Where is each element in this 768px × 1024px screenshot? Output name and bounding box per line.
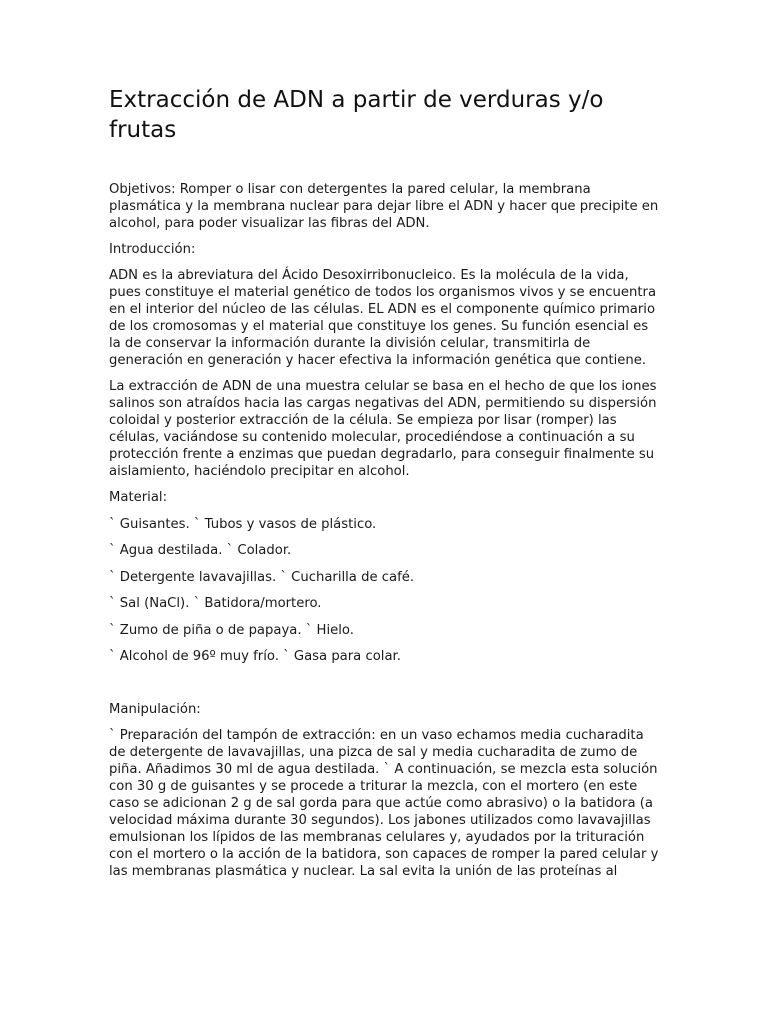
- material-list: [109, 516, 661, 666]
- introduction-heading: Introducción:: [109, 242, 196, 257]
- document-title: Extracción de ADN a partir de verduras y/o frutas: [109, 87, 604, 143]
- material-list-item: ` Sal (NaCl). ` Batidora/mortero.: [109, 596, 322, 611]
- material-list-item: ` Agua destilada. ` Colador.: [109, 543, 292, 558]
- introduction-paragraph-2: La extracción de ADN de una muestra celular se basa en el hecho de que los iones salinos son atraídos hacia las cargas negativas del ADN, permitiendo su dispersión coloidal y posterior extracción de la célula. Se empieza por lisar (romper) las células, vaciándose su contenido molecular, procediéndose a continuación a su protección frente a enzimas que puedan degradarlo, para conseguir finalmente su aislamiento, haciéndolo precipitar en alcohol.: [109, 379, 657, 479]
- document-page: [109, 85, 661, 880]
- material-list-item: ` Zumo de piña o de papaya. ` Hielo.: [109, 622, 354, 638]
- manipulation-heading: Manipulación:: [109, 702, 201, 717]
- material-list-item: ` Detergente lavavajillas. ` Cucharilla de café.: [109, 569, 415, 585]
- material-heading: Material:: [109, 490, 168, 505]
- material-list-item: ` Alcohol de 96º muy frío. ` Gasa para colar.: [109, 649, 401, 664]
- material-list-item: ` Guisantes. ` Tubos y vasos de plástico.: [109, 516, 377, 532]
- manipulation-paragraph-1: ` Preparación del tampón de extracción: en un vaso echamos media cucharadita de detergente de lavavajillas, una pizca de sal y media cucharadita de zumo de piña. Añadimos 30 ml de agua destilada. ` A continuación, se mezcla esta solución con 30 g de guisantes y se procede a triturar la mezcla, con el mortero (en este caso se adicionan 2 g de sal gorda para que actúe como abrasivo) o la batidora (a velocidad máxima durante 30 segundos). Los jabones utilizados como lavavajillas emulsionan los lípidos de las membranas celulares y, ayudados por la trituración con el mortero o la acción de la batidora, son capaces de romper la pared celular y las membranas plasmática y nuclear. La sal evita la unión de las proteínas al: [109, 728, 659, 879]
- introduction-paragraph-1: ADN es la abreviatura del Ácido Desoxirribonucleico. Es la molécula de la vida, pues constituye el material genético de todos los organismos vivos y se encuentra en el interior del núcleo de las células. EL ADN es el componente químico primario de los cromosomas y el material que constituye los genes. Su función esencial es la de conservar la información durante la división celular, transmitirla de generación en generación y hacer efectiva la información genética que contiene.: [109, 268, 657, 368]
- objectives-paragraph: Objetivos: Romper o lisar con detergentes la pared celular, la membrana plasmática y la membrana nuclear para dejar libre el ADN y hacer que precipite en alcohol, para poder visualizar las fibras del ADN.: [109, 182, 659, 231]
